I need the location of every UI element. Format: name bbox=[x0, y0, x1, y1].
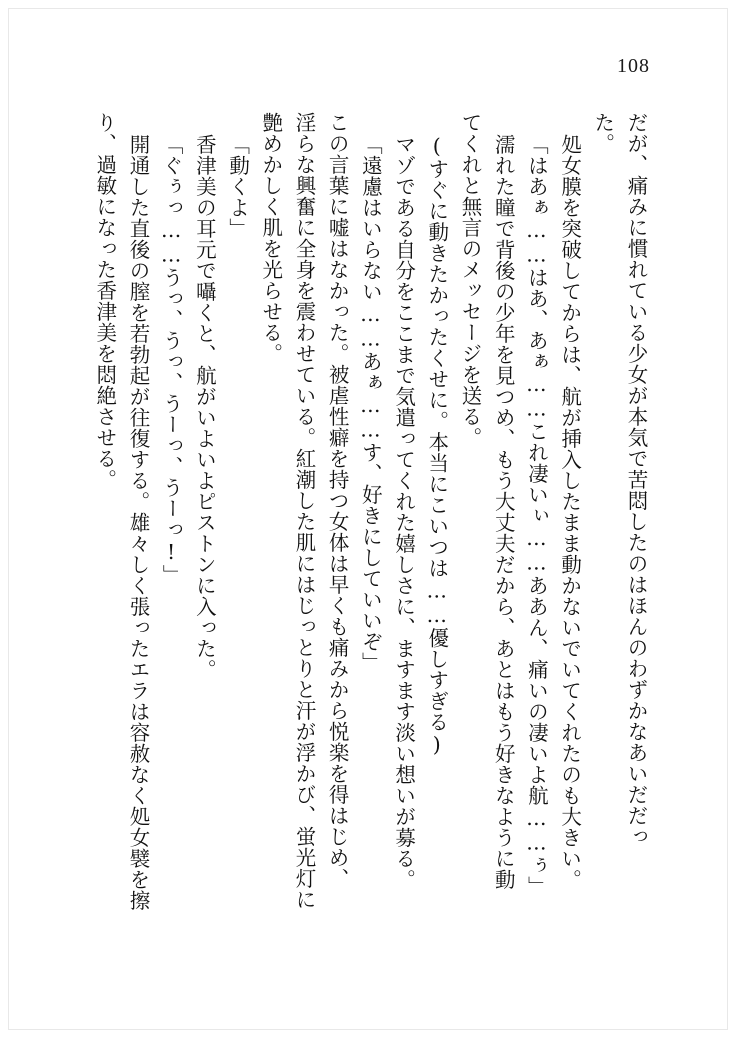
text-column: り、過敏になった香津美を悶絶させる。 bbox=[92, 112, 117, 490]
text-column: 「はあぁ……はあ、あぁ……これ凄いぃ……ああん、痛いの凄いよ航……ぅ」 bbox=[524, 134, 549, 897]
text-column: マゾである自分をここまで気遣ってくれた嬉しさに、ますます淡い想いが募る。 bbox=[391, 134, 416, 890]
text-column: た。 bbox=[590, 112, 615, 154]
text-column: (すぐに動きたかったくせに。本当にこいつは……優しすぎる) bbox=[424, 134, 449, 757]
body-text-block bbox=[70, 112, 652, 978]
text-column: 香津美の耳元で囁くと、航がいよいよピストンに入った。 bbox=[192, 134, 217, 680]
text-column: 艶めかしく肌を光らせる。 bbox=[258, 112, 283, 364]
text-column: 濡れた瞳で背後の少年を見つめ、もう大丈夫だから、あとはもう好きなように動 bbox=[491, 134, 516, 890]
text-column: 開通した直後の膣を若勃起が往復する。雄々しく張ったエラは容赦なく処女襞を擦 bbox=[125, 134, 150, 911]
text-column: 処女膜を突破してからは、航が挿入したまま動かないでいてくれたのも大きい。 bbox=[557, 134, 582, 890]
text-column: てくれと無言のメッセージを送る。 bbox=[457, 112, 482, 448]
text-column: 「遠慮はいらない……あぁ……す、好きにしていいぞ」 bbox=[358, 134, 383, 673]
text-column: 「動くよ」 bbox=[225, 134, 250, 239]
text-column: この言葉に嘘はなかった。被虐性癖を持つ女体は早くも痛みから悦楽を得はじめ、 bbox=[325, 112, 350, 889]
text-column: 淫らな興奮に全身を震わせている。紅潮した肌にはじっとりと汗が浮かび、蛍光灯に bbox=[291, 112, 316, 910]
text-column: だが、痛みに慣れている少女が本気で苦悶したのはほんのわずかなあいだだっ bbox=[624, 112, 648, 847]
page-number: 108 bbox=[617, 55, 650, 77]
text-column: 「ぐぅっ……うっ、うっ、うーっ、うーっ!」 bbox=[159, 134, 184, 586]
